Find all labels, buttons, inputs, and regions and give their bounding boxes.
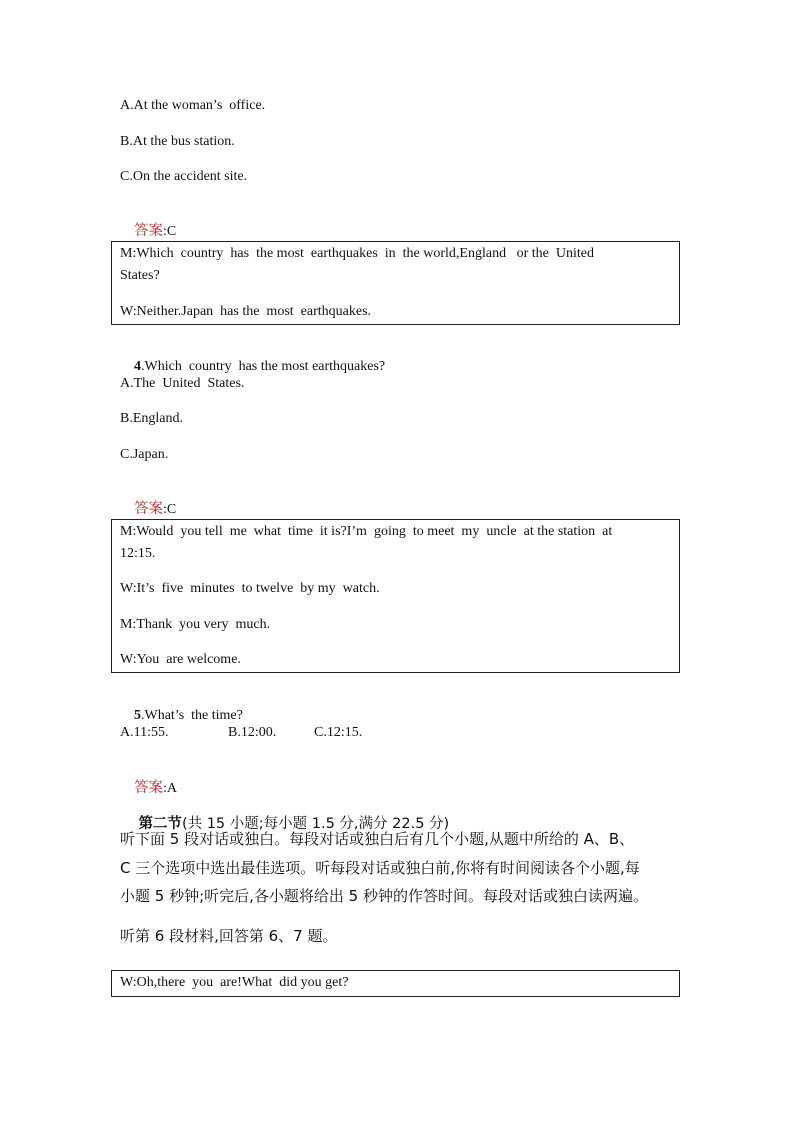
q4-option-c: C.Japan. — [120, 447, 169, 462]
transcript-line: 12:15. — [120, 546, 156, 561]
section-title: 第二节 — [138, 816, 182, 832]
answer-label: 答案 — [134, 780, 163, 796]
question-number: 4 — [134, 359, 141, 374]
answer-value: :A — [163, 781, 177, 796]
q4-option-a: A.The United States. — [120, 376, 245, 391]
instructions-line: C 三个选项中选出最佳选项。听每段对话或独白前,你将有时间阅读各个小题,每 — [120, 859, 640, 877]
transcript-line: M:Thank you very much. — [120, 617, 271, 632]
q3-option-c: C.On the accident site. — [120, 169, 248, 184]
q5-option-c: C.12:15. — [314, 725, 363, 740]
material-note: 听第 6 段材料,回答第 6、7 题。 — [120, 927, 338, 945]
question-text: .What’s the time? — [141, 708, 243, 723]
q3-option-a: A.At the woman’s office. — [120, 98, 266, 113]
answer-label: 答案 — [134, 501, 163, 517]
q5-option-a: A.11:55. — [120, 725, 169, 740]
answer-value: :C — [163, 224, 177, 239]
question-number: 5 — [134, 708, 141, 723]
transcript-line: W:Oh,there you are!What did you get? — [120, 975, 349, 990]
transcript-box-1 — [111, 241, 680, 325]
instructions-line: 听下面 5 段对话或独白。每段对话或独白后有几个小题,从题中所给的 A、B、 — [120, 830, 635, 848]
transcript-line: M:Would you tell me what time it is?I’m going to meet my uncle at the station at — [120, 524, 613, 539]
instructions-line: 小题 5 秒钟;听完后,各小题将给出 5 秒钟的作答时间。每段对话或独白读两遍。 — [120, 887, 648, 905]
transcript-line: W:It’s five minutes to twelve by my watch. — [120, 581, 380, 596]
transcript-line: W:You are welcome. — [120, 652, 241, 667]
answer-value: :C — [163, 502, 177, 517]
q3-option-b: B.At the bus station. — [120, 134, 235, 149]
transcript-line: States? — [120, 268, 160, 283]
section-subtitle: (共 15 小题;每小题 1.5 分,满分 22.5 分) — [181, 816, 450, 832]
transcript-box-2 — [111, 519, 680, 673]
transcript-box-3 — [111, 970, 680, 997]
q4-option-b: B.England. — [120, 411, 183, 426]
transcript-line: M:Which country has the most earthquakes in the world,England or the United — [120, 246, 594, 261]
q5-option-b: B.12:00. — [228, 725, 277, 740]
question-text: .Which country has the most earthquakes? — [141, 359, 386, 374]
transcript-line: W:Neither.Japan has the most earthquakes. — [120, 304, 372, 319]
answer-label: 答案 — [134, 223, 163, 239]
